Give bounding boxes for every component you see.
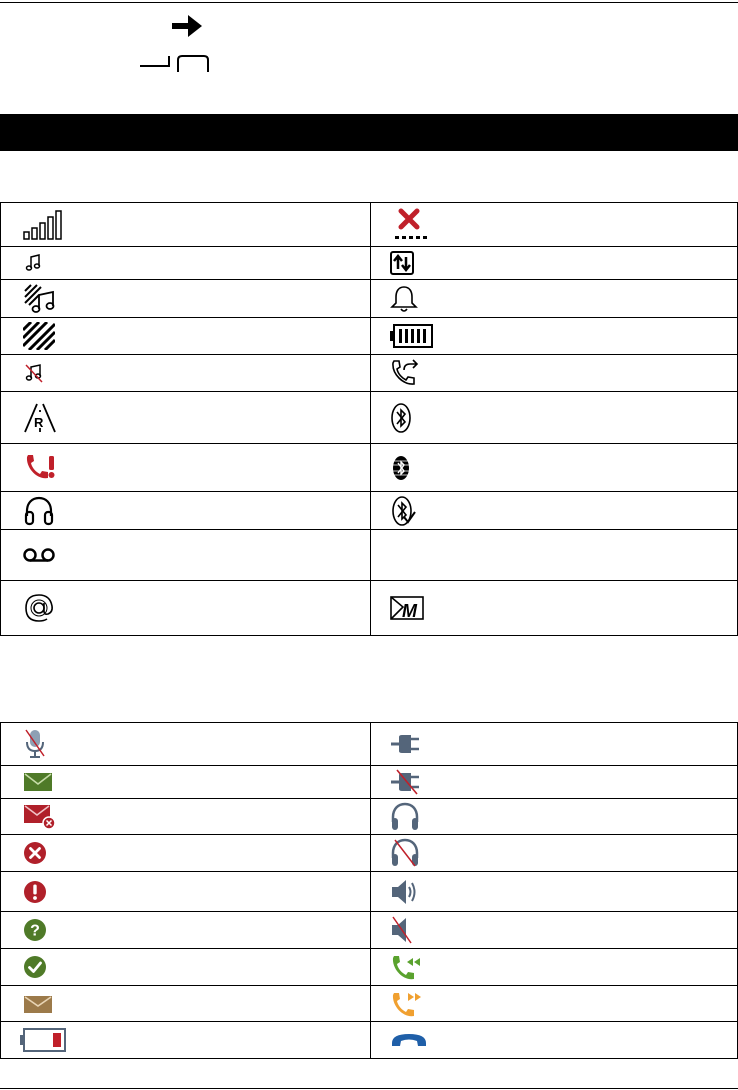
table-cell (1, 872, 371, 912)
question-icon (23, 918, 47, 942)
table-cell (371, 581, 738, 636)
table-cell (1, 392, 371, 444)
table-cell (371, 318, 738, 355)
softkey-icons (140, 52, 210, 76)
table-cell (1, 280, 371, 318)
table-cell (371, 723, 738, 766)
table-cell (1, 444, 371, 492)
table-cell (371, 492, 738, 530)
table-cell (371, 392, 738, 444)
outgoing-call-icon (389, 989, 425, 1019)
end-call-icon (389, 1030, 429, 1050)
headset-icon (23, 496, 55, 526)
speaker-icon (389, 877, 419, 907)
table-cell (1, 766, 371, 799)
incoming-call-icon (389, 952, 425, 982)
table-cell (1, 492, 371, 530)
table-cell (1, 799, 371, 835)
data-transfer-icon (389, 250, 415, 276)
table-cell (371, 530, 738, 581)
message-read-icon (23, 993, 53, 1015)
svg-text:?: ? (30, 922, 40, 940)
table-cell (371, 247, 738, 280)
table-cell (371, 835, 738, 872)
table-cell (1, 247, 371, 280)
bluetooth-connected-icon (389, 452, 413, 484)
section-header-bar (0, 114, 738, 151)
speaker-muted-icon (389, 915, 419, 945)
table-cell (1, 530, 371, 581)
bottom-rule (0, 1088, 738, 1089)
battery-low-icon (19, 1028, 67, 1052)
no-signal-icon (389, 208, 433, 242)
table-cell (1, 723, 371, 766)
svg-text:M: M (402, 601, 417, 621)
bluetooth-icon (389, 402, 413, 434)
table-cell (371, 986, 738, 1022)
table-cell (1, 1022, 371, 1059)
message-failed-icon (23, 803, 57, 831)
microphone-muted-icon (23, 728, 47, 760)
ringtone-icon (23, 253, 43, 273)
warning-icon (23, 880, 47, 904)
error-icon (23, 841, 47, 865)
voicemail-icon (23, 546, 55, 564)
table-cell (1, 203, 371, 247)
table-cell (371, 280, 738, 318)
notification-icons-table (0, 722, 738, 1059)
table-cell (371, 766, 738, 799)
signal-strength-icon (23, 209, 63, 241)
table-cell (1, 318, 371, 355)
bluetooth-visible-icon (389, 495, 417, 527)
status-icons-table (0, 202, 738, 636)
right-arrow-icon (170, 10, 206, 42)
table-cell (1, 986, 371, 1022)
table-cell (371, 1022, 738, 1059)
no-service-icon (23, 322, 55, 350)
message-icon (23, 771, 53, 793)
ringtone-off-icon (23, 362, 45, 384)
call-forwarding-icon (389, 358, 421, 388)
table-cell (371, 203, 738, 247)
charger-connected-icon (389, 731, 429, 757)
alarm-bell-icon (389, 284, 419, 314)
silent-ringtone-icon (23, 283, 57, 315)
table-cell (371, 872, 738, 912)
table-cell (1, 355, 371, 392)
table-cell (1, 581, 371, 636)
table-cell (371, 355, 738, 392)
email-icon (23, 592, 55, 624)
headset-connected-icon (389, 802, 421, 832)
ok-icon (23, 955, 47, 979)
headset-disconnected-icon (389, 838, 421, 868)
svg-text:R: R (34, 414, 44, 430)
top-rule (0, 2, 738, 3)
table-cell (1, 835, 371, 872)
table-cell (371, 799, 738, 835)
table-cell (1, 949, 371, 986)
roaming-icon (23, 402, 57, 434)
mms-icon (389, 595, 425, 621)
table-cell (371, 949, 738, 986)
table-cell (371, 444, 738, 492)
missed-call-icon (23, 453, 57, 483)
battery-full-icon (389, 324, 433, 348)
charger-disconnected-icon (389, 769, 429, 795)
table-cell (371, 912, 738, 949)
table-cell (1, 912, 371, 949)
